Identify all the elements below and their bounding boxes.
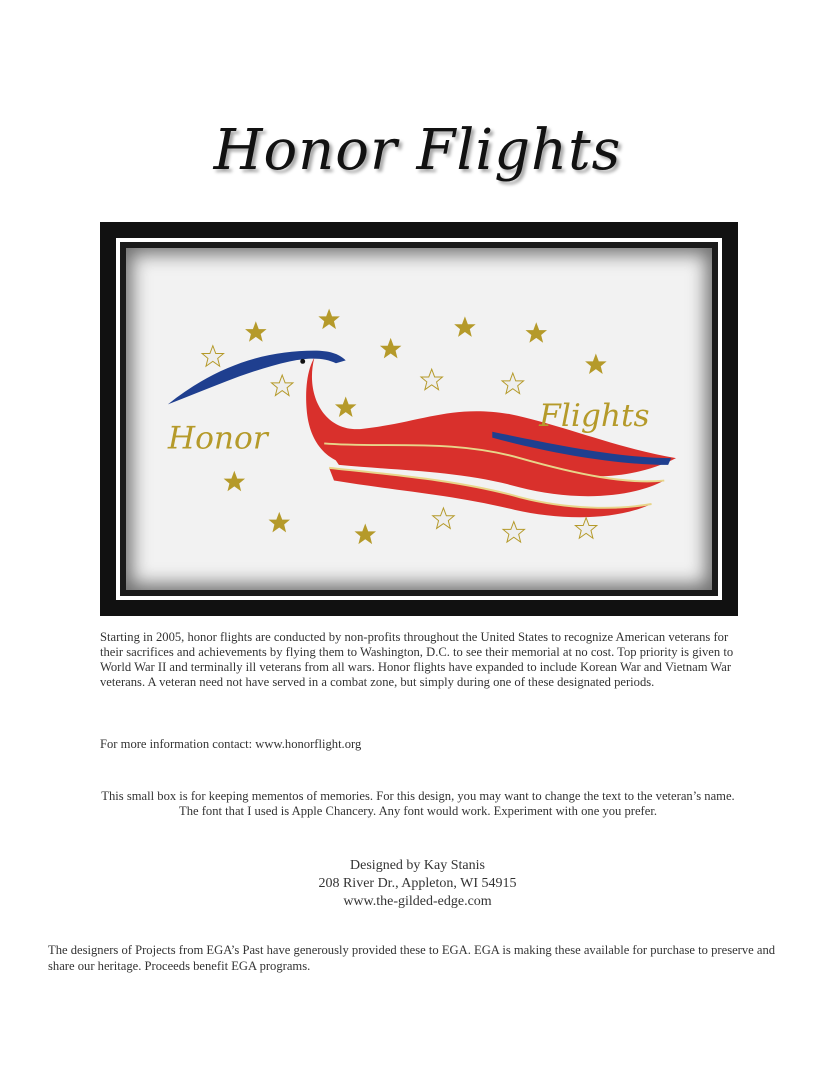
embroidery-photo — [126, 248, 712, 590]
star-icon — [380, 338, 401, 359]
intro-paragraph: Starting in 2005, honor flights are conducted by non-profits throughout the United States to recognize American veterans for their sacrifices and achievements by flying them to Washington, D.C. to see their memorial at no cost. Top priority is given to World War II and terminally ill veterans from all wars. Honor flights have expanded to include Korean War and Vietnam War veterans. A veteran need not have served in a combat zone, but simply during one of these designated periods. — [100, 630, 734, 689]
star-icon — [421, 369, 442, 390]
designer-website: www.the-gilded-edge.com — [343, 894, 492, 909]
artwork-word-right: Flights — [539, 397, 650, 434]
star-icon — [202, 346, 223, 367]
designer-name: Designed by Kay Stanis — [350, 858, 485, 873]
star-icon — [585, 354, 606, 375]
flag-bird-embroidery — [126, 248, 712, 590]
page-title: Honor Flights — [213, 118, 622, 183]
star-icon — [526, 322, 547, 343]
star-icon — [269, 512, 290, 533]
star-icon — [335, 397, 356, 418]
contact-line: For more information contact: www.honorflight.org — [100, 737, 362, 751]
star-icon — [502, 373, 523, 394]
artwork-word-left: Honor — [167, 420, 268, 457]
frame-mat — [116, 238, 722, 600]
star-icon — [433, 508, 454, 529]
star-icon — [271, 375, 292, 396]
artwork-frame — [100, 222, 738, 616]
star-icon — [245, 321, 266, 342]
designer-address: 208 River Dr., Appleton, WI 54915 — [318, 876, 517, 891]
footer-note: The designers of Projects from EGA’s Past have generously provided these to EGA. EGA is making these available for purchase to preserve and share our heritage. Proceeds benefit EGA programs. — [48, 943, 776, 973]
blue-wing — [168, 351, 346, 405]
star-icon — [355, 524, 376, 545]
star-icon — [318, 309, 339, 330]
box-note-paragraph: This small box is for keeping mementos of memories. For this design, you may want to change the text to the veteran’s name. The font that I used is Apple Chancery. Any font would work. Experiment with one you prefer. — [101, 789, 735, 818]
star-icon — [503, 522, 524, 543]
designer-credit — [0, 857, 835, 911]
star-icon — [454, 316, 475, 337]
star-icon — [575, 518, 596, 539]
star-icon — [224, 471, 245, 492]
